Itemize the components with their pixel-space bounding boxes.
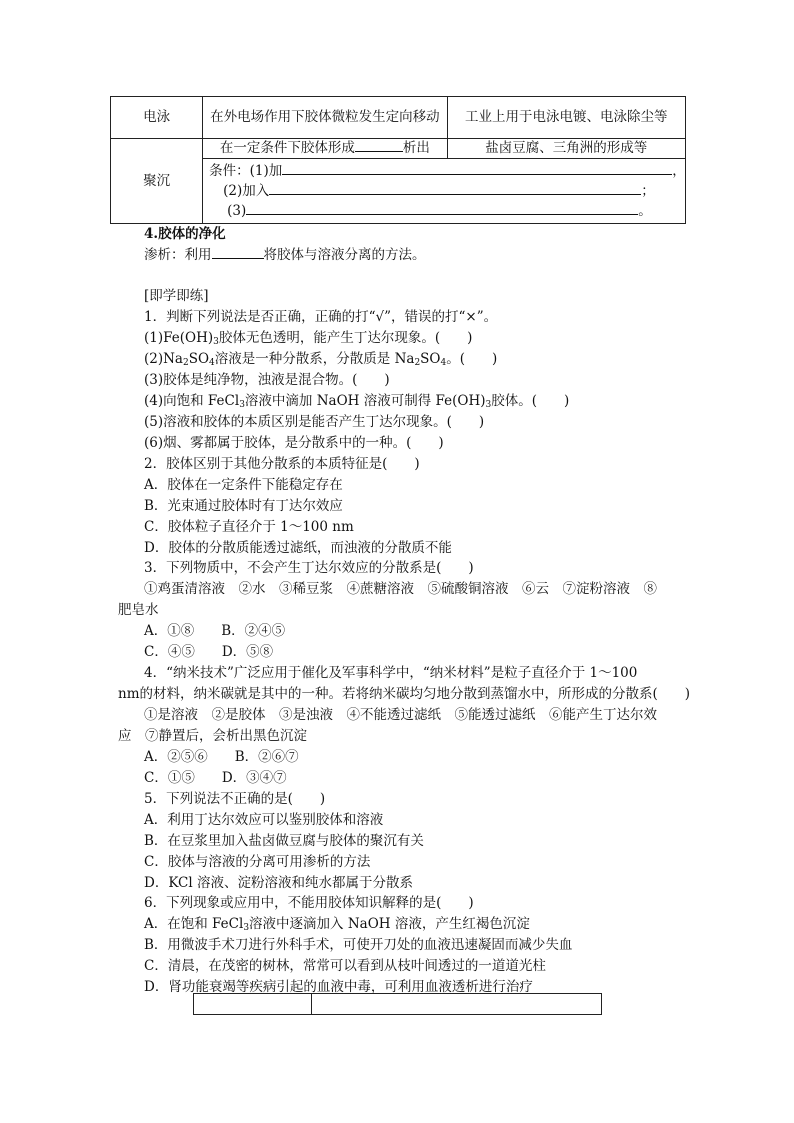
cell-desc: 在外电场作用下胶体微粒发生定向移动 — [203, 97, 447, 139]
condition-3: (3) 。 — [227, 203, 652, 219]
q1-item-2: $(2)Na_2SO_4$溶液是一种分散系，分散质是 $Na_2SO_4$。( ) — [144, 351, 498, 368]
dialysis-text: 渗析：利用 将胶体与溶液分离的方法。 — [144, 247, 426, 263]
cell-app: 工业上用于电泳电镀、电泳除尘等 — [447, 97, 685, 139]
question-4-line2: nm的材料，纳米碳就是其中的一种。若将纳米碳均匀地分散到蒸馏水中，所形成的分散系( ) — [118, 686, 691, 702]
q1-item-4: (4)向饱和 FeCl$_3$溶液中滴加 NaOH 溶液可制得 $Fe(OH)_3$胶体。( ) — [144, 393, 570, 410]
q2-option-a: A．胶体在一定条件下能稳定存在 — [144, 477, 343, 493]
fill-blank — [269, 182, 641, 195]
conditions-cell — [203, 159, 686, 224]
question-5: 5．下列说法不正确的是( ) — [144, 791, 326, 807]
q3-options-cd: C．④⑤ D．⑤⑧ — [144, 644, 274, 660]
table-row-electrophoresis — [111, 97, 686, 139]
table-row-coagulation — [111, 139, 686, 159]
empty-table — [193, 993, 602, 1015]
q3-items-line2: 肥皂水 — [118, 602, 159, 618]
empty-cell — [194, 994, 312, 1015]
cell-app: 盐卤豆腐、三角洲的形成等 — [447, 139, 685, 159]
q5-option-a: A．利用丁达尔效应可以鉴别胶体和溶液 — [144, 812, 384, 828]
cell-name: 电泳 — [111, 97, 203, 139]
condition-2: (2)加入 ； — [223, 183, 655, 199]
q5-option-b: B．在豆浆里加入盐卤做豆腐与胶体的聚沉有关 — [144, 833, 424, 849]
q1-item-5: (5)溶液和胶体的本质区别是能否产生丁达尔现象。( ) — [144, 414, 485, 430]
q4-options-cd: C．①⑤ D．③④⑦ — [144, 770, 287, 786]
q6-option-b: B．用微波手术刀进行外科手术，可使开刀处的血液迅速凝固而减少失血 — [144, 937, 573, 953]
fill-blank — [355, 139, 403, 152]
q6-option-d: D．肾功能衰竭等疾病引起的血液中毒，可利用血液透析进行治疗 — [144, 979, 533, 995]
q4-items-line2: 应 ⑦静置后，会析出黑色沉淀 — [118, 728, 307, 744]
condition-1: 条件：(1)加 ， — [209, 163, 686, 179]
table-row — [194, 994, 602, 1015]
question-4-line1: 4．“纳米技术”广泛应用于催化及军事科学中，“纳米材料”是粒子直径介于 1～100 — [144, 665, 638, 681]
fill-blank — [212, 246, 264, 259]
cell-desc — [203, 139, 447, 159]
q3-options-ab: A．①⑧ B．②④⑤ — [144, 623, 286, 639]
q2-option-b: B．光束通过胶体时有丁达尔效应 — [144, 498, 343, 514]
q2-option-c: C．胶体粒子直径介于 1～100 nm — [144, 519, 354, 535]
q5-option-d: D．KCl 溶液、淀粉溶液和纯水都属于分散系 — [144, 875, 413, 891]
section-heading: 4.胶体的净化 — [144, 226, 226, 242]
q5-option-c: C．胶体与溶液的分离可用渗析的方法 — [144, 854, 371, 870]
desc-prefix: 在一定条件下胶体形成 — [219, 140, 355, 156]
q6-option-a: A．在饱和 FeCl$_3$溶液中逐滴加入 NaOH 溶液，产生红褐色沉淀 — [144, 916, 530, 933]
q4-options-ab: A．②⑤⑥ B．②⑥⑦ — [144, 749, 299, 765]
q2-option-d: D．胶体的分散质能透过滤纸，而浊液的分散质不能 — [144, 540, 452, 556]
cell-name: 聚沉 — [111, 139, 203, 224]
q1-item-1: $(1)Fe(OH)_3$胶体无色透明，能产生丁达尔现象。( ) — [144, 330, 473, 347]
colloid-properties-table — [110, 96, 686, 224]
empty-cell — [312, 994, 602, 1015]
practice-title: [即学即练] — [144, 288, 209, 304]
question-1: 1．判断下列说法是否正确，正确的打“√”，错误的打“×”。 — [144, 309, 498, 325]
question-6: 6．下列现象或应用中，不能用胶体知识解释的是( ) — [144, 895, 474, 911]
desc-suffix: 析出 — [402, 140, 430, 156]
q6-option-c: C．清晨，在茂密的树林，常常可以看到从枝叶间透过的一道道光柱 — [144, 958, 546, 974]
fill-blank — [282, 162, 672, 175]
question-2: 2．胶体区别于其他分散系的本质特征是( ) — [144, 456, 420, 472]
q3-items-line1: ①鸡蛋清溶液 ②水 ③稀豆浆 ④蔗糖溶液 ⑤硫酸铜溶液 ⑥云 ⑦淀粉溶液 ⑧ — [144, 581, 657, 597]
q1-item-3: (3)胶体是纯净物，浊液是混合物。( ) — [144, 372, 390, 388]
question-3: 3．下列物质中，不会产生丁达尔效应的分散系是( ) — [144, 560, 474, 576]
q4-items-line1: ①是溶液 ②是胶体 ③是浊液 ④不能透过滤纸 ⑤能透过滤纸 ⑥能产生丁达尔效 — [144, 707, 657, 723]
fill-blank — [246, 202, 638, 215]
q1-item-6: (6)烟、雾都属于胶体，是分散系中的一种。( ) — [144, 435, 444, 451]
